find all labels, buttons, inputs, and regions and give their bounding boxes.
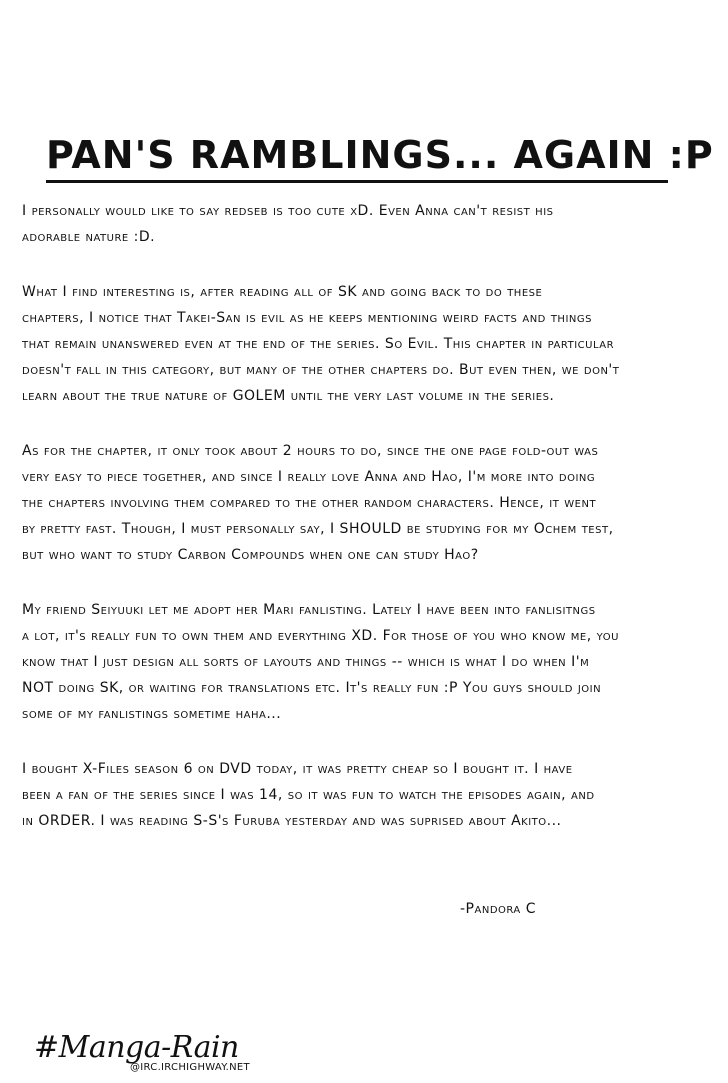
watermark-sub: @IRC.IRCHIGHWAY.NET xyxy=(130,1062,250,1073)
paragraph-4 xyxy=(22,597,712,727)
paragraph-line: doesn't fall in this category, but many of the other chapters do. But even then, we don't xyxy=(22,362,620,378)
paragraph-line: very easy to piece together, and since I really love Anna and Hao, I'm more into doing xyxy=(22,469,596,485)
title-underline xyxy=(46,180,668,183)
article-body xyxy=(22,198,712,863)
paragraph-line: I bought X-Files season 6 on DVD today, it was pretty cheap so I bought it. I have xyxy=(22,761,573,777)
paragraph-line: chapters, I notice that Takei-San is evil as he keeps mentioning weird facts and things xyxy=(22,310,592,326)
paragraph-line: adorable nature :D. xyxy=(22,229,156,245)
paragraph-line: As for the chapter, it only took about 2 hours to do, since the one page fold-out was xyxy=(22,443,599,459)
paragraph-line: What I find interesting is, after reading all of SK and going back to do these xyxy=(22,284,543,300)
paragraph-5 xyxy=(22,756,712,834)
paragraph-line: I personally would like to say redseb is too cute xD. Even Anna can't resist his xyxy=(22,203,554,219)
paragraph-line: that remain unanswered even at the end of the series. So Evil. This chapter in particular xyxy=(22,336,615,352)
paragraph-3 xyxy=(22,438,712,568)
paragraph-line: NOT doing SK, or waiting for translations etc. It's really fun :P You guys should join xyxy=(22,680,602,696)
paragraph-1 xyxy=(22,198,712,250)
paragraph-line: learn about the true nature of GOLEM until the very last volume in the series. xyxy=(22,388,555,404)
paragraph-line: a lot, it's really fun to own them and everything XD. For those of you who know me, you xyxy=(22,628,619,644)
signature: -Pandora C xyxy=(460,901,536,917)
paragraph-line: by pretty fast. Though, I must personally say, I SHOULD be studying for my Ochem test, xyxy=(22,521,614,537)
paragraph-line: My friend Seiyuuki let me adopt her Mari fanlisting. Lately I have been into fanlisitngs xyxy=(22,602,596,618)
paragraph-line: know that I just design all sorts of layouts and things -- which is what I do when I'm xyxy=(22,654,590,670)
watermark-logo xyxy=(34,1030,264,1076)
paragraph-line: in ORDER. I was reading S-S's Furuba yesterday and was suprised about Akito... xyxy=(22,813,562,829)
paragraph-line: the chapters involving them compared to the other random characters. Hence, it went xyxy=(22,495,597,511)
watermark-main: #Manga-Rain xyxy=(34,1030,239,1065)
paragraph-line: but who want to study Carbon Compounds when one can study Hao? xyxy=(22,547,479,563)
paragraph-2 xyxy=(22,279,712,409)
paragraph-line: some of my fanlistings sometime haha... xyxy=(22,706,282,722)
paragraph-line: been a fan of the series since I was 14, so it was fun to watch the episodes again, and xyxy=(22,787,595,803)
page-title: PAN'S RAMBLINGS... AGAIN :P xyxy=(46,133,714,177)
